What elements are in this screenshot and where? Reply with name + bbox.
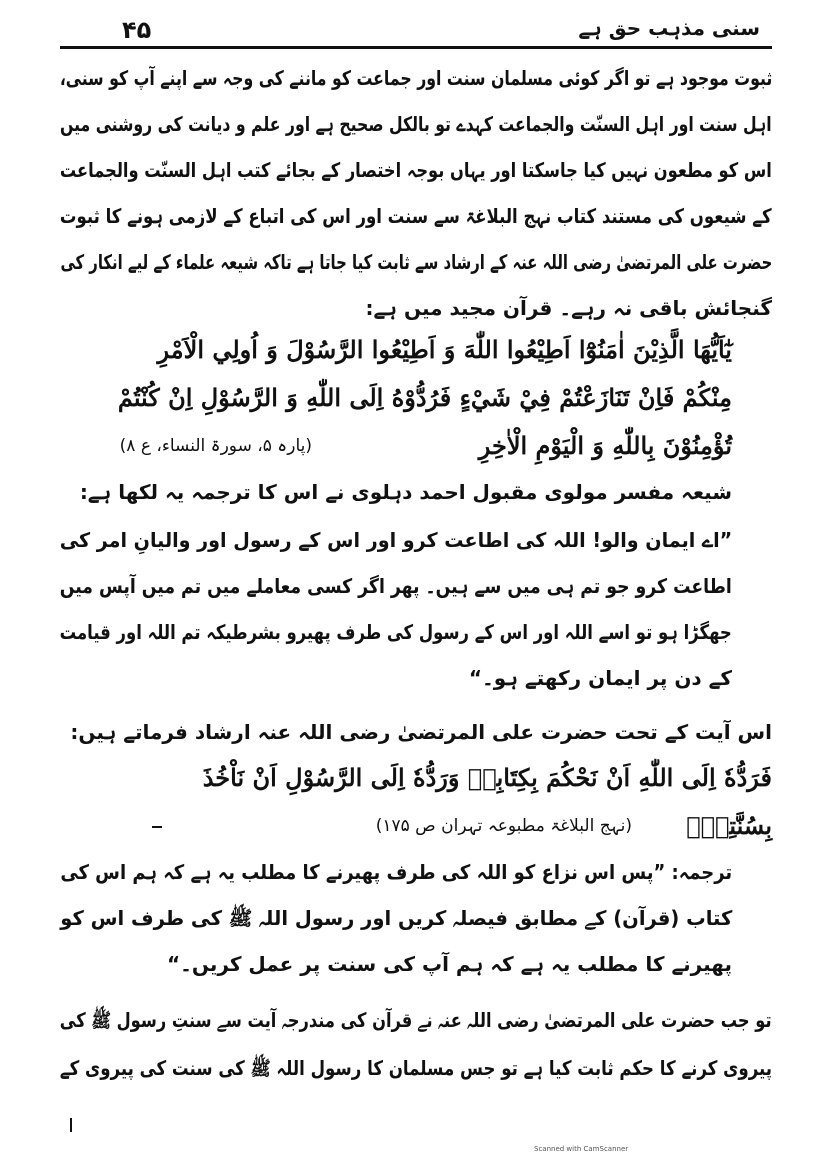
text-line: کے دن پر ایمان رکھتے ہو۔“	[468, 666, 732, 690]
text-line: اس آیت کے تحت حضرت علی المرتضیٰ رضی اللہ عنہ ارشاد فرماتے ہیں:	[70, 720, 772, 744]
text-line: جھگڑا ہو تو اسے اللہ اور اس کے رسول کی طرف پھیرو بشرطیکہ تم اللہ اور قیامت	[59, 620, 732, 644]
page-number: ۴۵	[122, 16, 152, 44]
text-line: تو جب حضرت علی المرتضیٰ رضی اللہ عنہ نے قرآن کی مندرجہ آیت سے سنتِ رسول ﷺ کی	[60, 1008, 772, 1032]
scanner-watermark: Scanned with CamScanner	[534, 1145, 629, 1153]
text-line: گنجائش باقی نہ رہے۔ قرآن مجید میں ہے:	[365, 296, 772, 320]
text-line: حضرت علی المرتضیٰ رضی اللہ عنہ کے ارشاد سے ثابت کیا جاتا ہے تاکہ شیعہ علماء کے لیے انکار کی	[60, 250, 772, 274]
text-line: شیعہ مفسر مولوی مقبول احمد دہلوی نے اس کا ترجمہ یہ لکھا ہے:	[79, 480, 732, 504]
text-line: اہل سنت اور اہل السنّت والجماعت کہدے تو بالکل صحیح ہے اور علم و دیانت کی روشنی میں	[60, 112, 772, 136]
quote-line: فَرَدُّهٗ اِلَى اللّٰهِ اَنْ نَحْكُمَ بِكِتَابِهٖ وَرَدُّهٗ اِلَى الرَّسُوْلِ اَنْ نَاْخُذَ	[202, 763, 772, 792]
verse-line: مِنْكُمْ فَاِنْ تَنَازَعْتُمْ فِيْ شَيْءٍ فَرُدُّوْهُ اِلَى اللّٰهِ وَ الرَّسُوْلِ اِنْ كُنْتُمْ	[117, 383, 732, 412]
quote-reference: (نہج البلاغۃ مطبوعہ تہران ص ۱۷۵)	[375, 816, 632, 836]
quote-line: بِسُنَّتِهٖ۔	[686, 811, 772, 840]
verse-line: تُؤْمِنُوْنَ بِاللّٰهِ وَ الْيَوْمِ الْاٰخِرِ	[478, 431, 732, 460]
text-line: ثبوت موجود ہے تو اگر کوئی مسلمان سنت اور جماعت کو ماننے کی وجہ سے اپنے آپ کو سنی،	[59, 66, 772, 90]
header-rule	[60, 46, 772, 49]
margin-mark	[70, 1118, 72, 1132]
verse-line: يٰٓاَيُّهَا الَّذِيْنَ اٰمَنُوْٓا اَطِيْعُوا اللّٰهَ وَ اَطِيْعُوا الرَّسُوْلَ وَ اُولِي الْاَمْرِ	[157, 335, 732, 364]
text-line: ”اے ایمان والو! اللہ کی اطاعت کرو اور اس کے رسول اور والیانِ امر کی	[59, 528, 732, 552]
text-line: اس کو مطعون نہیں کیا جاسکتا اور یہاں بوجہ اختصار کے بجائے کتب اہل السنّت والجماعت	[60, 158, 772, 182]
text-line: کے شیعوں کی مستند کتاب نہج البلاغۃ سے سنت اور اس کی اتباع کے لازمی ہونے کا ثبوت	[60, 204, 772, 228]
text-line: اطاعت کرو جو تم ہی میں سے ہیں۔ پھر اگر کسی معاملے میں تم میں آپس میں	[59, 574, 732, 598]
text-line: پھیرنے کا مطلب یہ ہے کہ ہم آپ کی سنت پر عمل کریں۔“	[167, 952, 732, 976]
text-line: ترجمہ: ”پس اس نزاع کو اللہ کی طرف پھیرنے کا مطلب یہ ہے کہ ہم اس کی	[60, 860, 732, 884]
text-line: کتاب (قرآن) کے مطابق فیصلہ کریں اور رسول اللہ ﷺ کی طرف اس کو	[59, 906, 732, 930]
page-header	[60, 6, 760, 46]
text-line: پیروی کرنے کا حکم ثابت کیا ہے تو جس مسلمان کا رسول اللہ ﷺ کی سنت کی پیروی کے	[59, 1056, 772, 1080]
running-title: سنی مذہب حق ہے	[578, 16, 760, 40]
verse-reference: (پارہ ۵، سورۃ النساء، ع ۸)	[119, 436, 312, 456]
margin-dash	[152, 826, 162, 828]
